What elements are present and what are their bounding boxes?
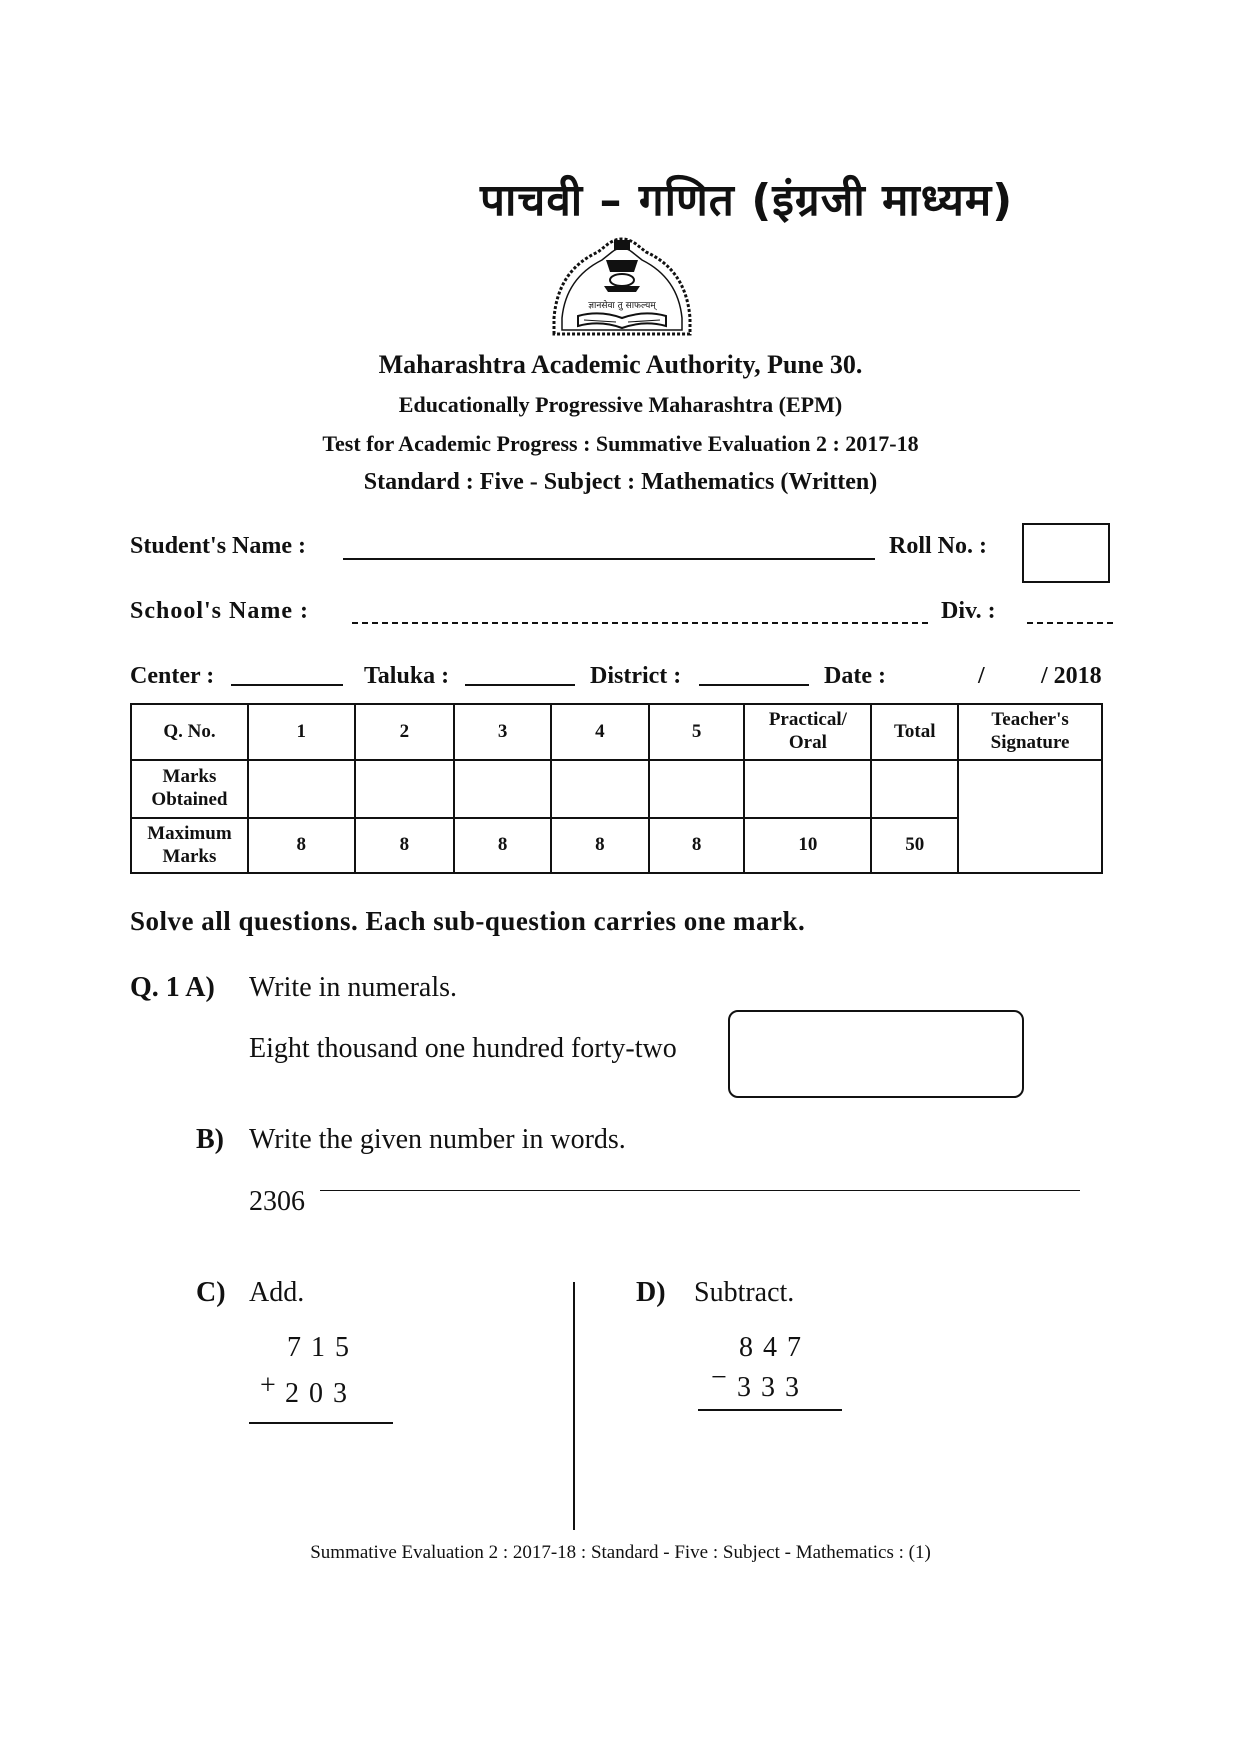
q1d-label: D) [636, 1277, 666, 1308]
practical-oral-header: Practical/ Oral [744, 704, 871, 760]
authority-logo [548, 230, 696, 342]
q2-header: 2 [355, 704, 455, 760]
q1d-bottom-number: 333 [737, 1372, 809, 1403]
q1c-top-number: 715 [287, 1332, 359, 1363]
max-cell-q1: 8 [248, 818, 355, 873]
q1b-label: B) [196, 1124, 224, 1155]
div-field[interactable] [1027, 622, 1113, 624]
table-header-row [131, 704, 1102, 760]
q5-header: 5 [649, 704, 745, 760]
obtained-cell-q4[interactable] [551, 760, 649, 818]
district-label: District : [590, 663, 682, 689]
max-marks-label: Maximum Marks [131, 818, 248, 873]
district-field[interactable] [699, 684, 809, 686]
obtained-cell-practical[interactable] [744, 760, 871, 818]
teacher-signature-cell[interactable] [958, 760, 1102, 873]
q1a-answer-box[interactable] [728, 1010, 1024, 1098]
date-separator: / [978, 663, 985, 689]
max-cell-practical: 10 [744, 818, 871, 873]
q1b-answer-line[interactable] [320, 1190, 1080, 1191]
marks-obtained-row [131, 760, 1102, 818]
q1d-top-number: 847 [739, 1332, 811, 1363]
q1c-label: C) [196, 1277, 226, 1308]
program-name: Educationally Progressive Maharashtra (EPM) [398, 392, 843, 417]
q1b-number: 2306 [249, 1186, 305, 1217]
q1c-bottom-number: 203 [285, 1378, 357, 1409]
center-label: Center : [130, 663, 215, 689]
student-name-label: Student's Name : [130, 533, 307, 559]
q1c-answer-line[interactable] [249, 1422, 393, 1424]
q1-header: 1 [248, 704, 355, 760]
school-name-label: School's Name : [130, 598, 309, 624]
q1d-text: Subtract. [694, 1277, 795, 1308]
marks-table [130, 703, 1103, 874]
total-header: Total [871, 704, 958, 760]
obtained-cell-total[interactable] [871, 760, 958, 818]
test-title: Test for Academic Progress : Summative Evaluation 2 : 2017-18 [322, 431, 919, 456]
date-label: Date : [824, 663, 886, 689]
q1d-minus-sign: − [711, 1362, 727, 1393]
q1c-text: Add. [249, 1277, 305, 1308]
max-cell-q5: 8 [649, 818, 745, 873]
q1d-answer-line[interactable] [698, 1409, 842, 1411]
school-name-field[interactable] [352, 622, 928, 624]
obtained-cell-q2[interactable] [355, 760, 455, 818]
q4-header: 4 [551, 704, 649, 760]
max-cell-q4: 8 [551, 818, 649, 873]
div-label: Div. : [941, 598, 996, 624]
roll-no-box[interactable] [1022, 523, 1110, 583]
obtained-cell-q5[interactable] [649, 760, 745, 818]
qno-header: Q. No. [131, 704, 248, 760]
column-divider [573, 1282, 575, 1530]
standard-subject: Standard : Five - Subject : Mathematics (Written) [363, 469, 878, 495]
authority-name: Maharashtra Academic Authority, Pune 30. [378, 350, 863, 379]
roll-no-label: Roll No. : [889, 533, 987, 559]
q1c-plus-sign: + [260, 1370, 276, 1401]
instructions: Solve all questions. Each sub-question carries one mark. [130, 906, 806, 936]
max-cell-q2: 8 [355, 818, 455, 873]
max-cell-q3: 8 [454, 818, 551, 873]
center-field[interactable] [231, 684, 343, 686]
max-marks-row [131, 818, 1102, 873]
q1b-text: Write the given number in words. [249, 1124, 626, 1155]
taluka-field[interactable] [465, 684, 575, 686]
hindi-title: पाचवी – गणित (इंग्रजी माध्यम) [480, 175, 1014, 226]
logo-motto: ज्ञानसेवा तु साफल्यम् [588, 301, 656, 311]
q3-header: 3 [454, 704, 551, 760]
teacher-signature-header: Teacher's Signature [958, 704, 1102, 760]
marks-obtained-label: Marks Obtained [131, 760, 248, 818]
obtained-cell-q1[interactable] [248, 760, 355, 818]
page-footer: Summative Evaluation 2 : 2017-18 : Standard - Five : Subject - Mathematics : (1) [310, 1542, 931, 1563]
taluka-label: Taluka : [364, 663, 450, 689]
q1a-label: Q. 1 A) [130, 972, 215, 1003]
max-cell-total: 50 [871, 818, 958, 873]
date-year: / 2018 [1041, 663, 1102, 689]
q1a-text: Write in numerals. [249, 972, 458, 1003]
q1a-prompt: Eight thousand one hundred forty-two [249, 1033, 677, 1064]
obtained-cell-q3[interactable] [454, 760, 551, 818]
student-name-field[interactable] [343, 558, 875, 560]
